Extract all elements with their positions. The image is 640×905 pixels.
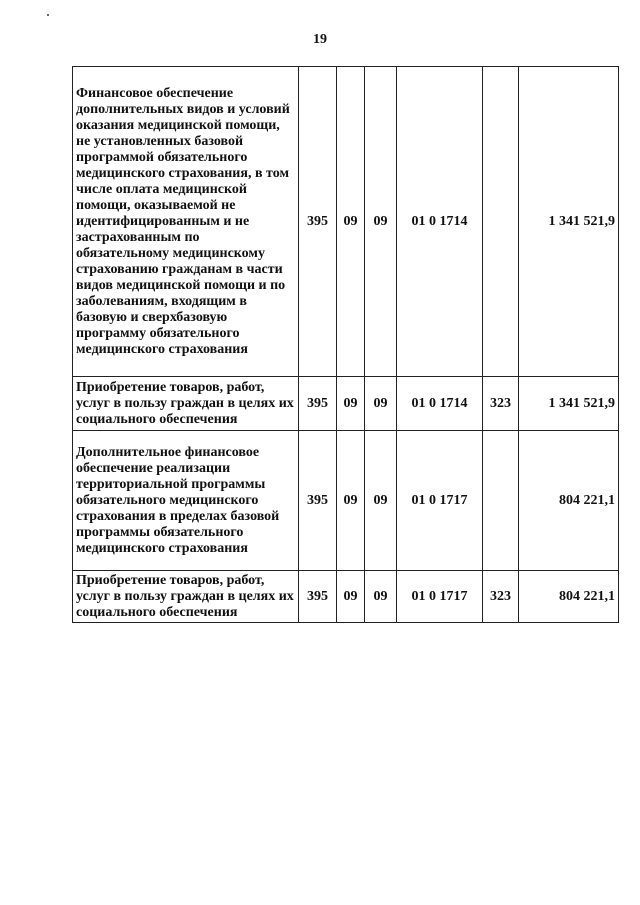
expense-name-cell: Финансовое обеспечение дополнительных видов и условий оказания медицинской помощи, не установленных базовой программой обязательного медицинского страхования, в том числе оплата медицинской помощи, оказываемой не идентифицированным и не застрахованным по обязательному медицинскому страхованию гражданам в части видов медицинской помощи и по заболеваниям, входящим в базовую и сверхбазовую программу обязательного медицинского страхования	[73, 67, 299, 377]
section-code-cell: 09	[337, 431, 365, 571]
expense-type-cell: 323	[483, 571, 519, 623]
amount-cell: 1 341 521,9	[519, 67, 619, 377]
expense-type-cell	[483, 431, 519, 571]
grbs-code-cell: 395	[299, 571, 337, 623]
budget-table	[72, 66, 619, 623]
target-article-cell: 01 0 1714	[397, 67, 483, 377]
subsection-code-cell: 09	[365, 67, 397, 377]
page-number: 19	[313, 32, 327, 47]
amount-cell: 804 221,1	[519, 431, 619, 571]
expense-name-cell: Дополнительное финансовое обеспечение реализации территориальной программы обязательного медицинского страхования в пределах базовой программы обязательного медицинского страхования	[73, 431, 299, 571]
amount-cell: 1 341 521,9	[519, 377, 619, 431]
expense-type-cell: 323	[483, 377, 519, 431]
expense-type-cell	[483, 67, 519, 377]
table-row	[73, 431, 619, 571]
table-row	[73, 571, 619, 623]
target-article-cell: 01 0 1714	[397, 377, 483, 431]
subsection-code-cell: 09	[365, 431, 397, 571]
section-code-cell: 09	[337, 571, 365, 623]
expense-name-cell: Приобретение товаров, работ, услуг в пользу граждан в целях их социального обеспечения	[73, 377, 299, 431]
section-code-cell: 09	[337, 67, 365, 377]
table-row	[73, 67, 619, 377]
expense-name-cell: Приобретение товаров, работ, услуг в пользу граждан в целях их социального обеспечения	[73, 571, 299, 623]
subsection-code-cell: 09	[365, 377, 397, 431]
grbs-code-cell: 395	[299, 67, 337, 377]
subsection-code-cell: 09	[365, 571, 397, 623]
table-row	[73, 377, 619, 431]
grbs-code-cell: 395	[299, 431, 337, 571]
grbs-code-cell: 395	[299, 377, 337, 431]
amount-cell: 804 221,1	[519, 571, 619, 623]
target-article-cell: 01 0 1717	[397, 431, 483, 571]
scan-speck	[47, 14, 49, 16]
target-article-cell: 01 0 1717	[397, 571, 483, 623]
section-code-cell: 09	[337, 377, 365, 431]
